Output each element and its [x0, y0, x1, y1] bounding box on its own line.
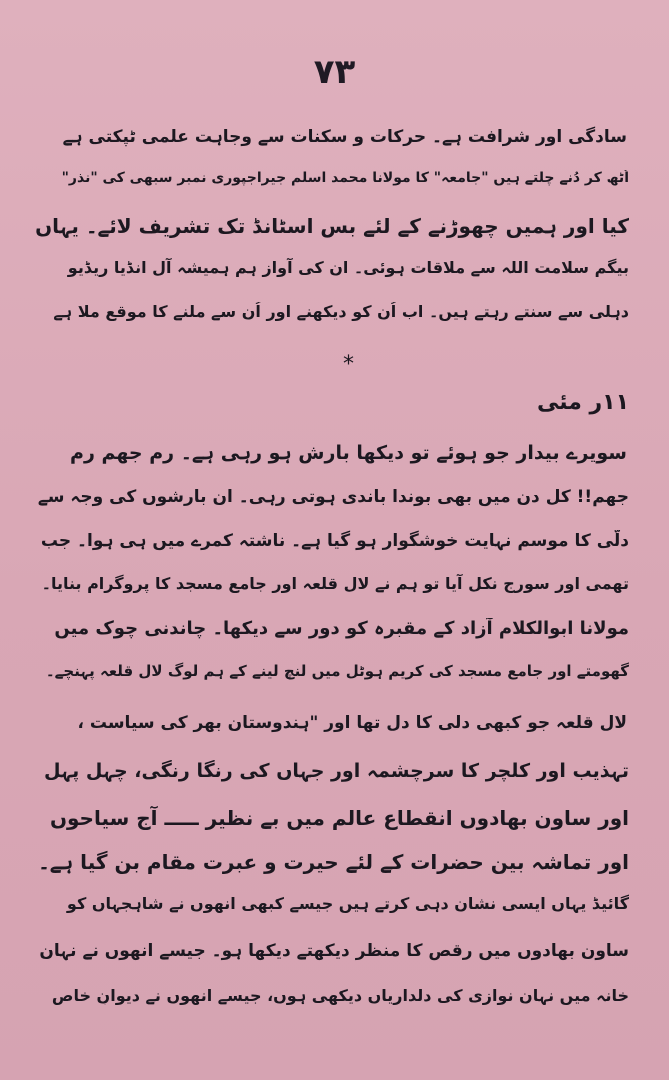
text-line: اُٹھ کر دُنے چلتے ہیں "جامعہ" کا مولانا محمد اسلم جیراجپوری نمبر سبھی کی "نذر" — [61, 170, 629, 186]
text-line: لال قلعہ جو کبھی دلی کا دل تھا اور "ہندوستان بھر کی سیاست ، — [77, 713, 627, 733]
text-line: گھومتے اور جامع مسجد کی کریم ہوٹل میں لنچ لینے کے ہم لوگ لال قلعہ پہنچے۔ — [45, 662, 629, 680]
text-line: بیگم سلامت اللہ سے ملاقات ہوئی۔ ان کی آواز ہم ہمیشہ آل انڈیا ریڈیو — [67, 258, 629, 277]
text-line: سادگی اور شرافت ہے۔ حرکات و سکنات سے وجاہت علمی ٹپکتی ہے — [62, 127, 627, 147]
text-line: کیا اور ہمیں چھوڑنے کے لئے بس اسٹانڈ تک تشریف لائے۔ یہاں — [35, 214, 629, 238]
text-line: سویرے بیدار جو ہوئے تو دیکھا بارش ہو رہی ہے۔ رم جھم رم — [70, 442, 627, 464]
text-line: ساون بھادوں میں رقص کا منظر دیکھتے دیکھا ہو۔ جیسے انھوں نے نہان — [39, 941, 629, 961]
text-line: مولانا ابوالکلام آزاد کے مقبرہ کو دور سے دیکھا۔ چاندنی چوک میں — [54, 618, 629, 639]
text-line: دہلی سے سنتے رہتے ہیں۔ اب اُن کو دیکھنے اور اُن سے ملنے کا موقع ملا ہے — [53, 302, 629, 321]
page-number: ۷۳ — [313, 52, 356, 92]
text-line: جھم!! کل دن میں بھی بوندا باندی ہوتی رہی۔ ان بارشوں کی وجہ سے — [37, 487, 629, 507]
text-line: گائیڈ یہاں ایسی نشان دہی کرتے ہیں جیسے کبھی انھوں نے شاہجہاں کو — [66, 894, 629, 913]
text-line: خانہ میں نہان نوازی کی دلداریاں دیکھی ہوں، جیسے انھوں نے دیوانِ خاص — [51, 986, 629, 1005]
section-separator: * — [343, 352, 354, 377]
text-line: دلّی کا موسم نہایت خوشگوار ہو گیا ہے۔ ناشتہ کمرے میں ہی ہوا۔ جب — [40, 531, 629, 551]
text-line: تھمی اور سورج نکل آیا تو ہم نے لال قلعہ اور جامع مسجد کا پروگرام بنایا۔ — [41, 574, 629, 593]
text-line: اور ساون بھادوں انقطاع عالم میں بے نظیر ـــــ آج سیاحوں — [49, 806, 629, 830]
text-line: اور تماشہ بین حضرات کے لئے حیرت و عبرت مقام بن گیا ہے۔ — [38, 850, 629, 874]
text-line: تہذیب اور کلچر کا سرچشمہ اور جہاں کی رنگا رنگی، چہل پہل — [44, 760, 629, 782]
diary-date-heading: ۱۱ر مئی — [536, 390, 629, 415]
